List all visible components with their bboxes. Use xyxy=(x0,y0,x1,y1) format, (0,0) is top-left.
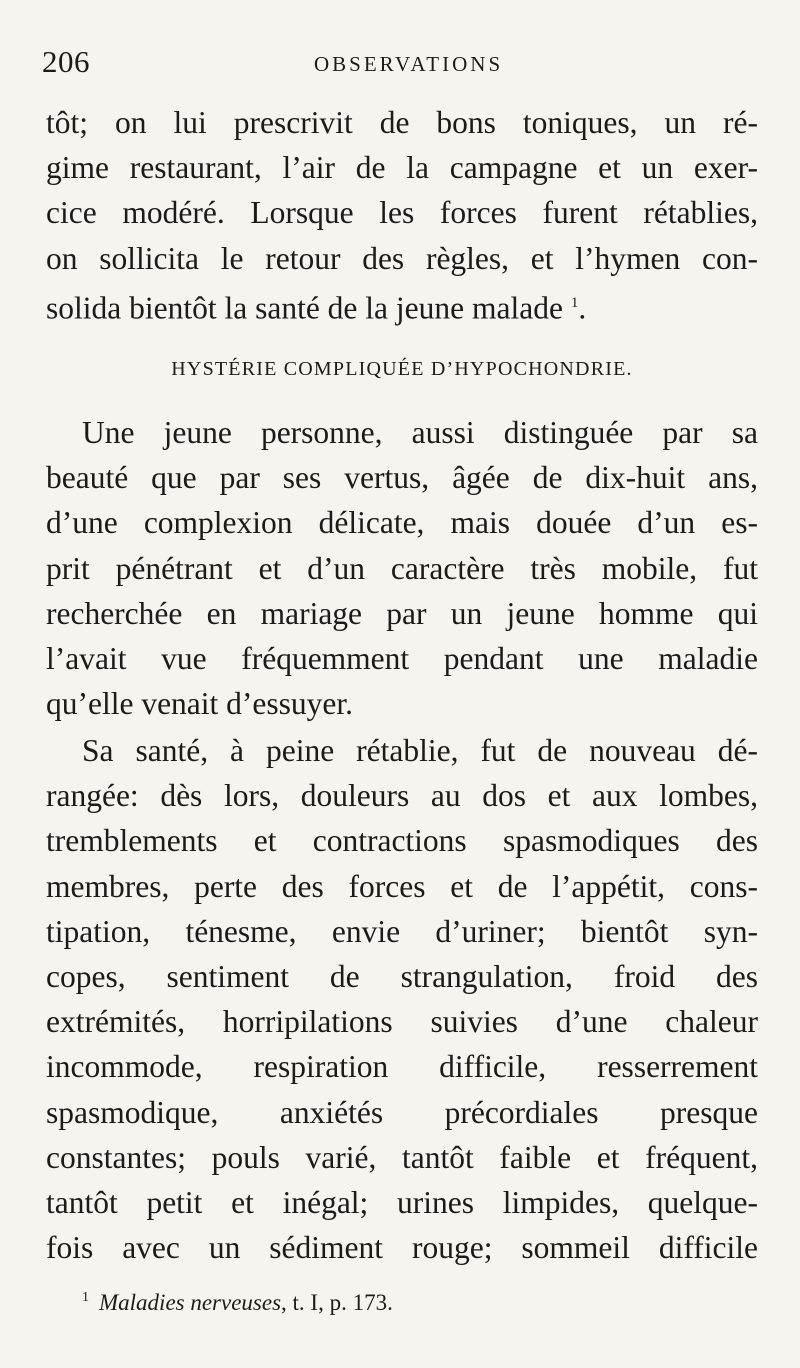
text-line: Une jeune personne, aussi distinguée par sa xyxy=(82,415,758,450)
text-line: prit pénétrant et d’un caractère très mobile, fut xyxy=(46,550,758,586)
page-header xyxy=(42,44,754,84)
text-line: fois avec un sédiment rouge; sommeil difficile xyxy=(46,1230,758,1266)
page-number: 206 xyxy=(42,44,90,79)
paragraph-continuation xyxy=(46,100,758,326)
text-line-content: solida bientôt la santé de la jeune malade xyxy=(46,290,563,326)
section-title: HYSTÉRIE COMPLIQUÉE D’HYPOCHONDRIE. xyxy=(171,358,633,380)
text-line: tremblements et contractions spasmodiques des xyxy=(46,823,758,859)
text-line: extrémités, horripilations suivies d’une chaleur xyxy=(46,1004,758,1040)
paragraph xyxy=(46,410,758,726)
footnote xyxy=(82,1290,393,1316)
text-line: Sa santé, à peine rétablie, fut de nouveau dé- xyxy=(82,733,758,768)
paragraph xyxy=(46,728,758,1270)
text-line: spasmodique, anxiétés précordiales presque xyxy=(46,1094,758,1130)
text-line: qu’elle venait d’essuyer. xyxy=(46,686,354,722)
text-line: constantes; pouls varié, tantôt faible et fréquent, xyxy=(46,1139,758,1175)
footnote-title: Maladies nerveuses xyxy=(99,1290,282,1315)
text-line: beauté que par ses vertus, âgée de dix-huit ans, xyxy=(46,460,758,496)
text-line: membres, perte des forces et de l’appétit, cons- xyxy=(46,868,758,904)
footnote-reference-text: , t. I, p. 173. xyxy=(281,1290,393,1315)
text-line: copes, sentiment de strangulation, froid des xyxy=(46,958,758,994)
text-line: tantôt petit et inégal; urines limpides, quelque- xyxy=(46,1184,758,1220)
text-line: on sollicita le retour des règles, et l’hymen con- xyxy=(46,240,758,276)
footnote-mark: 1 xyxy=(82,1290,89,1306)
text-line: gime restaurant, l’air de la campagne et un exer- xyxy=(46,150,758,186)
text-line: tôt; on lui prescrivit de bons toniques, un ré- xyxy=(46,105,758,140)
text-line: d’une complexion délicate, mais douée d’un es- xyxy=(46,505,758,541)
text-line: tipation, ténesme, envie d’uriner; bientôt syn- xyxy=(46,913,758,949)
text-line: incommode, respiration difficile, resserrement xyxy=(46,1049,758,1085)
text-line-last: solida bientôt la santé de la jeune malade $^1$. xyxy=(46,290,587,326)
footnote-reference: 1 xyxy=(570,294,579,311)
text-line: rangée: dès lors, douleurs au dos et aux lombes, xyxy=(46,778,758,814)
text-line: l’avait vue fréquemment pendant une maladie xyxy=(46,640,758,676)
text-line: recherchée en mariage par un jeune homme qui xyxy=(46,595,758,631)
running-title: OBSERVATIONS xyxy=(314,52,504,76)
text-line: cice modéré. Lorsque les forces furent rétablies, xyxy=(46,195,758,231)
